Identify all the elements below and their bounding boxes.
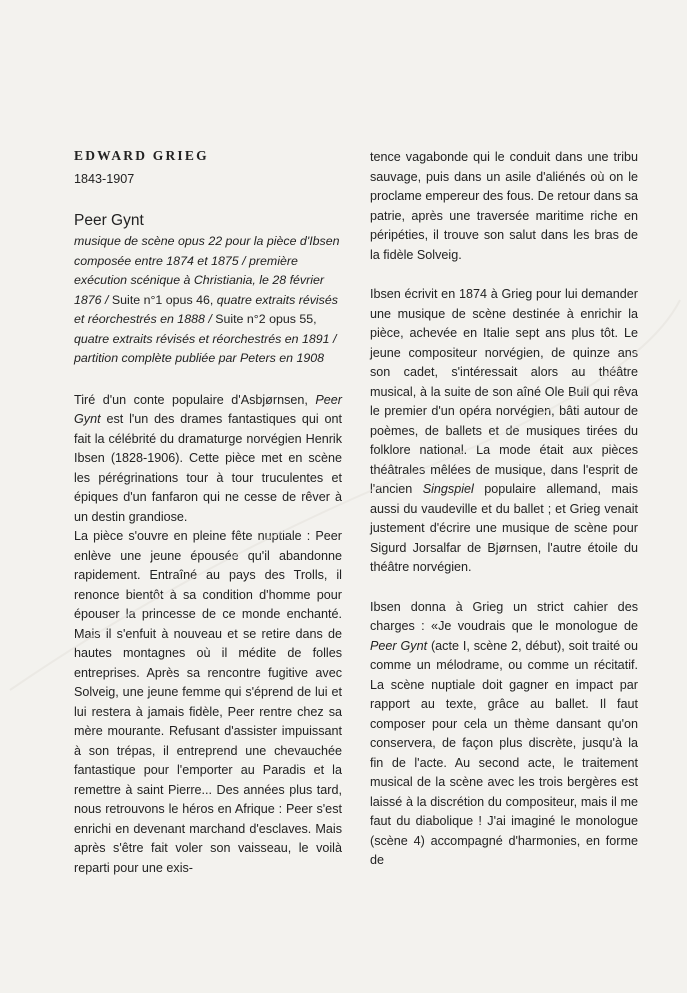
- work-title: Peer Gynt: [74, 212, 144, 229]
- work-desc-part: quatre extraits révisés et réorchestrés en 1891 / partition complète publiée par Peters en 1908: [74, 331, 337, 365]
- body-paragraph: Tiré d'un conte populaire d'Asbjørnsen, Peer Gynt est l'un des drames fantastiques qui ont fait la célébrité du dramaturge norvégien Henrik Ibsen (1828-1906). Cette pièce met en scène les pérégrinations tour à tour truculentes et épiques d'un fanfaron qui ne cesse de rêver à un destin grandiose.: [74, 392, 342, 524]
- work-desc-part: musique de scène opus 22 pour la pièce d'Ibsen composée entre 1874 et 1875 / première exécution scénique à Christiania, le 28 février 1876 /: [74, 234, 340, 307]
- work-description: [74, 232, 342, 369]
- body-paragraph: Ibsen écrivit en 1874 à Grieg pour lui demander une musique de scène destinée à enrichir la pièce, achevée en Italie sept ans plus tôt. Le jeune compositeur norvégien, de quinze ans son cadet, s'intéressait alors au théâtre musical, à la suite de son aîné Ole Bull qui rêva le premier d'un opéra norvégien, bâti autour de poèmes, de ballets et de musiques tirées du folklore national. La mode était aux pièces théâtrales mêlées de musique, dans l'esprit de l'ancien Singspiel populaire allemand, mais aussi du vaudeville et du ballet ; et Grieg venait justement d'écrire une musique de scène pour Sigurd Jorsalfar de Bjørnsen, l'autre étoile du théâtre norvégien.: [370, 287, 638, 574]
- work-desc-part: Suite n°2 opus 55,: [215, 312, 317, 326]
- body-paragraph: La pièce s'ouvre en pleine fête nuptiale : Peer enlève une jeune épousée qu'il abandonne rapidement. Entraîné au pays des Trolls, il renonce bientôt à sa condition d'homme pour épouser la princesse de ce monde enchanté. Mais il s'enfuit à nouveau et se retire dans de hautes montagnes où il médite de folles entreprises. Après sa rencontre fugitive avec Solveig, une jeune femme qui s'éprend de lui et lui restera à jamais fidèle, Peer rentre chez sa mère mourante. Refusant d'assister impuissant à son trépas, il entreprend une chevauchée fantastique pour l'emporter au Paradis et la remettre à saint Pierre... Des années plus tard, nous retrouvons le héros en Afrique : Peer s'est enrichi en devenant marchand d'esclaves. Mais après s'être fait voler son vaisseau, le voilà reparti pour une exis-: [74, 529, 342, 875]
- work-desc-part: quatre extraits révisés et réorchestrés en 1888 /: [74, 292, 338, 326]
- work-desc-part: Suite n°1 opus 46,: [111, 292, 217, 307]
- composer-name: EDWARD GRIEG: [74, 148, 209, 163]
- left-column: [74, 140, 342, 878]
- composer-dates: 1843-1907: [74, 171, 135, 186]
- body-paragraph: tence vagabonde qui le conduit dans une tribu sauvage, puis dans un asile d'aliénés où on le proclame empereur des fous. De retour dans sa patrie, après une traversée maritime riche en péripéties, il trouve son salut dans les bras de la fidèle Solveig.: [370, 150, 638, 262]
- body-paragraph: Ibsen donna à Grieg un strict cahier des charges : «Je voudrais que le monologue de Peer Gynt (acte I, scène 2, début), soit traité ou comme un mélodrame, ou comme un récitatif. La scène nuptiale doit gagner en impact par rapport au texte, grâce au ballet. Il faut composer pour cela un thème dansant qu'on conservera, de façon plus discrète, jusqu'à la fin de l'acte. Au second acte, le traitement musical de la scène avec les trois bergères est laissé à la discrétion du compositeur, mais il me faut du diabolique ! J'ai imaginé le monologue (scène 4) accompagné d'harmonies, en forme de: [370, 599, 638, 867]
- right-column: [370, 148, 638, 871]
